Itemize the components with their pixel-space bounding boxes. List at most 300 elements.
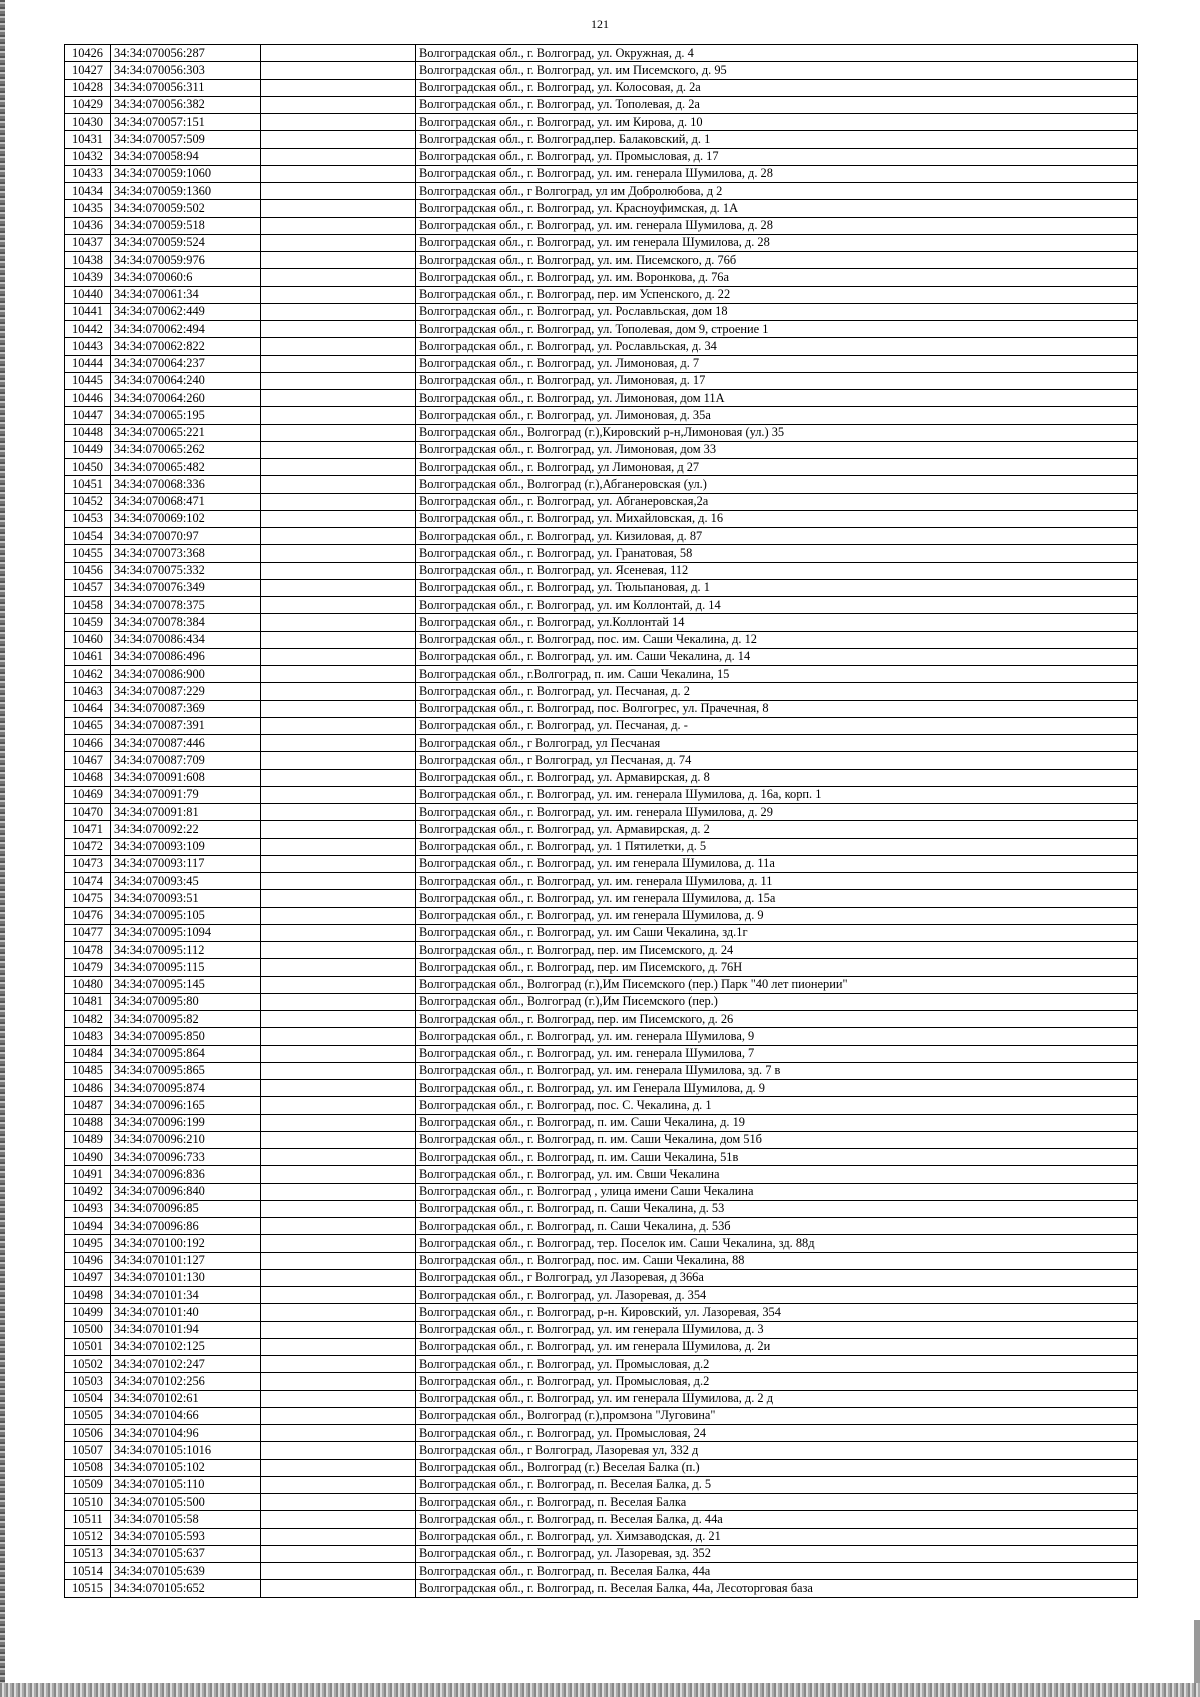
empty-cell: [261, 959, 416, 976]
cadastral-number-cell: 34:34:070058:94: [111, 148, 261, 165]
cadastral-number-cell: 34:34:070095:82: [111, 1011, 261, 1028]
address-cell: Волгоградская обл., г. Волгоград, р-н. Кировский, ул. Лазоревая, 354: [416, 1304, 1138, 1321]
empty-cell: [261, 1528, 416, 1545]
empty-cell: [261, 804, 416, 821]
table-row: [65, 1149, 1138, 1166]
row-number-cell: 10457: [65, 579, 111, 596]
table-row: [65, 838, 1138, 855]
cadastral-number-cell: 34:34:070065:262: [111, 441, 261, 458]
table-row: [65, 286, 1138, 303]
table-row: [65, 252, 1138, 269]
row-number-cell: 10515: [65, 1580, 111, 1597]
cadastral-number-cell: 34:34:070095:864: [111, 1045, 261, 1062]
address-cell: Волгоградская обл., г. Волгоград, п. Веселая Балка, 44а: [416, 1563, 1138, 1580]
table-row: [65, 1080, 1138, 1097]
empty-cell: [261, 735, 416, 752]
cadastral-number-cell: 34:34:070091:79: [111, 786, 261, 803]
table-row: [65, 907, 1138, 924]
cadastral-number-cell: 34:34:070059:976: [111, 252, 261, 269]
row-number-cell: 10498: [65, 1287, 111, 1304]
empty-cell: [261, 1494, 416, 1511]
row-number-cell: 10449: [65, 441, 111, 458]
address-cell: Волгоградская обл., г. Волгоград, ул. Лазоревая, зд. 352: [416, 1545, 1138, 1562]
empty-cell: [261, 1235, 416, 1252]
address-cell: Волгоградская обл., г. Волгоград, ул. им. генерала Шумилова, д. 28: [416, 217, 1138, 234]
table-row: [65, 1045, 1138, 1062]
address-cell: Волгоградская обл., г. Волгоград, ул. Лимоновая, дом 11А: [416, 390, 1138, 407]
cadastral-number-cell: 34:34:070056:311: [111, 79, 261, 96]
row-number-cell: 10500: [65, 1321, 111, 1338]
table-row: [65, 390, 1138, 407]
empty-cell: [261, 79, 416, 96]
row-number-cell: 10494: [65, 1218, 111, 1235]
cadastral-number-cell: 34:34:070056:382: [111, 96, 261, 113]
address-cell: Волгоградская обл., г. Волгоград, ул. им. генерала Шумилова, 9: [416, 1028, 1138, 1045]
empty-cell: [261, 62, 416, 79]
address-cell: Волгоградская обл., г. Волгоград, ул. им. генерала Шумилова, д. 28: [416, 165, 1138, 182]
address-cell: Волгоградская обл., г. Волгоград, п. им. Саши Чекалина, д. 19: [416, 1114, 1138, 1131]
empty-cell: [261, 1166, 416, 1183]
cadastral-number-cell: 34:34:070100:192: [111, 1235, 261, 1252]
table-row: [65, 165, 1138, 182]
table-row: [65, 1373, 1138, 1390]
address-cell: Волгоградская обл., г. Волгоград,пер. Балаковский, д. 1: [416, 131, 1138, 148]
table-row: [65, 372, 1138, 389]
cadastral-number-cell: 34:34:070087:369: [111, 700, 261, 717]
table-row: [65, 890, 1138, 907]
address-cell: Волгоградская обл., г. Волгоград, ул. Ясеневая, 112: [416, 562, 1138, 579]
cadastral-number-cell: 34:34:070056:287: [111, 45, 261, 62]
cadastral-number-cell: 34:34:070101:127: [111, 1252, 261, 1269]
cadastral-number-cell: 34:34:070096:165: [111, 1097, 261, 1114]
empty-cell: [261, 855, 416, 872]
address-cell: Волгоградская обл., г. Волгоград, ул. им. генерала Шумилова, д. 16а, корп. 1: [416, 786, 1138, 803]
cadastral-number-cell: 34:34:070096:210: [111, 1131, 261, 1148]
row-number-cell: 10495: [65, 1235, 111, 1252]
address-cell: Волгоградская обл., г. Волгоград, ул. Лимоновая, д. 7: [416, 355, 1138, 372]
cadastral-number-cell: 34:34:070101:130: [111, 1269, 261, 1286]
empty-cell: [261, 1321, 416, 1338]
row-number-cell: 10448: [65, 424, 111, 441]
cadastral-number-cell: 34:34:070057:509: [111, 131, 261, 148]
address-cell: Волгоградская обл., г. Волгоград, ул. Гранатовая, 58: [416, 545, 1138, 562]
row-number-cell: 10508: [65, 1459, 111, 1476]
address-cell: Волгоградская обл., г. Волгоград, ул. им генерала Шумилова, д. 9: [416, 907, 1138, 924]
table-row: [65, 407, 1138, 424]
address-cell: Волгоградская обл., Волгоград (г.) Веселая Балка (п.): [416, 1459, 1138, 1476]
empty-cell: [261, 1080, 416, 1097]
row-number-cell: 10462: [65, 666, 111, 683]
row-number-cell: 10489: [65, 1131, 111, 1148]
address-cell: Волгоградская обл., г. Волгоград, ул. Кизиловая, д. 87: [416, 528, 1138, 545]
cadastral-number-cell: 34:34:070087:709: [111, 752, 261, 769]
table-row: [65, 114, 1138, 131]
table-row: [65, 1321, 1138, 1338]
row-number-cell: 10473: [65, 855, 111, 872]
table-row: [65, 1114, 1138, 1131]
address-cell: Волгоградская обл., г. Волгоград, п. им. Саши Чекалина, дом 51б: [416, 1131, 1138, 1148]
address-cell: Волгоградская обл., г. Волгоград, п. Веселая Балка, д. 5: [416, 1476, 1138, 1493]
empty-cell: [261, 597, 416, 614]
table-row: [65, 441, 1138, 458]
empty-cell: [261, 1131, 416, 1148]
table-row: [65, 1028, 1138, 1045]
row-number-cell: 10502: [65, 1356, 111, 1373]
table-row: [65, 1183, 1138, 1200]
address-cell: Волгоградская обл., г. Волгоград, ул. Промысловая, д.2: [416, 1356, 1138, 1373]
empty-cell: [261, 1269, 416, 1286]
address-cell: Волгоградская обл., г. Волгоград, ул. им. генерала Шумилова, зд. 7 в: [416, 1062, 1138, 1079]
cadastral-number-cell: 34:34:070095:1094: [111, 924, 261, 941]
page-number: 121: [591, 17, 609, 31]
cadastral-number-cell: 34:34:070078:384: [111, 614, 261, 631]
cadastral-number-cell: 34:34:070068:336: [111, 476, 261, 493]
cadastral-number-cell: 34:34:070092:22: [111, 821, 261, 838]
row-number-cell: 10443: [65, 338, 111, 355]
empty-cell: [261, 1390, 416, 1407]
table-row: [65, 528, 1138, 545]
row-number-cell: 10463: [65, 683, 111, 700]
row-number-cell: 10482: [65, 1011, 111, 1028]
empty-cell: [261, 45, 416, 62]
address-cell: Волгоградская обл., г. Волгоград, ул. им. генерала Шумилова, 7: [416, 1045, 1138, 1062]
empty-cell: [261, 873, 416, 890]
address-cell: Волгоградская обл., г. Волгоград, ул.Коллонтай 14: [416, 614, 1138, 631]
empty-cell: [261, 700, 416, 717]
row-number-cell: 10503: [65, 1373, 111, 1390]
table-row: [65, 1287, 1138, 1304]
address-cell: Волгоградская обл., г. Волгоград, пос. им. Саши Чекалина, д. 12: [416, 631, 1138, 648]
row-number-cell: 10441: [65, 303, 111, 320]
empty-cell: [261, 648, 416, 665]
address-cell: Волгоградская обл., г. Волгоград, ул. им Писемского, д. 95: [416, 62, 1138, 79]
table-row: [65, 96, 1138, 113]
empty-cell: [261, 1149, 416, 1166]
row-number-cell: 10478: [65, 942, 111, 959]
row-number-cell: 10493: [65, 1200, 111, 1217]
table-row: [65, 597, 1138, 614]
empty-cell: [261, 148, 416, 165]
row-number-cell: 10483: [65, 1028, 111, 1045]
address-cell: Волгоградская обл., г. Волгоград, ул. им генерала Шумилова, д. 2 д: [416, 1390, 1138, 1407]
cadastral-number-cell: 34:34:070105:1016: [111, 1442, 261, 1459]
cadastral-number-cell: 34:34:070065:482: [111, 459, 261, 476]
row-number-cell: 10447: [65, 407, 111, 424]
address-cell: Волгоградская обл., г. Волгоград, ул. Промысловая, д.2: [416, 1373, 1138, 1390]
empty-cell: [261, 1200, 416, 1217]
address-cell: Волгоградская обл., г. Волгоград, ул. Лазоревая, д. 354: [416, 1287, 1138, 1304]
empty-cell: [261, 1045, 416, 1062]
row-number-cell: 10431: [65, 131, 111, 148]
row-number-cell: 10507: [65, 1442, 111, 1459]
table-row: [65, 424, 1138, 441]
address-cell: Волгоградская обл., г. Волгоград, ул. Колосовая, д. 2а: [416, 79, 1138, 96]
cadastral-number-cell: 34:34:070065:221: [111, 424, 261, 441]
empty-cell: [261, 1062, 416, 1079]
table-row: [65, 476, 1138, 493]
address-cell: Волгоградская обл., г. Волгоград, пос. С. Чекалина, д. 1: [416, 1097, 1138, 1114]
table-row: [65, 786, 1138, 803]
row-number-cell: 10455: [65, 545, 111, 562]
address-cell: Волгоградская обл., г. Волгоград, ул. Тюльпановая, д. 1: [416, 579, 1138, 596]
cadastral-number-cell: 34:34:070056:303: [111, 62, 261, 79]
empty-cell: [261, 924, 416, 941]
cadastral-number-cell: 34:34:070087:446: [111, 735, 261, 752]
address-cell: Волгоградская обл., г Волгоград, ул им Добролюбова, д 2: [416, 183, 1138, 200]
table-row: [65, 735, 1138, 752]
cadastral-number-cell: 34:34:070095:115: [111, 959, 261, 976]
table-row: [65, 45, 1138, 62]
address-cell: Волгоградская обл., г. Волгоград, п. Веселая Балка: [416, 1494, 1138, 1511]
empty-cell: [261, 355, 416, 372]
row-number-cell: 10477: [65, 924, 111, 941]
table-row: [65, 1131, 1138, 1148]
table-row: [65, 1459, 1138, 1476]
cadastral-number-cell: 34:34:070101:94: [111, 1321, 261, 1338]
address-cell: Волгоградская обл., г. Волгоград, ул. Красноуфимская, д. 1А: [416, 200, 1138, 217]
empty-cell: [261, 1563, 416, 1580]
cadastral-number-cell: 34:34:070105:593: [111, 1528, 261, 1545]
address-cell: Волгоградская обл., г. Волгоград, ул. им. генерала Шумилова, д. 29: [416, 804, 1138, 821]
table-row: [65, 79, 1138, 96]
address-cell: Волгоградская обл., г. Волгоград, ул. Промысловая, 24: [416, 1425, 1138, 1442]
address-cell: Волгоградская обл., Волгоград (г.),промзона "Луговина": [416, 1407, 1138, 1424]
cadastral-number-cell: 34:34:070096:199: [111, 1114, 261, 1131]
address-cell: Волгоградская обл., г. Волгоград, пер. им Успенского, д. 22: [416, 286, 1138, 303]
cadastral-number-cell: 34:34:070069:102: [111, 510, 261, 527]
row-number-cell: 10446: [65, 390, 111, 407]
table-row: [65, 148, 1138, 165]
cadastral-number-cell: 34:34:070105:58: [111, 1511, 261, 1528]
address-cell: Волгоградская обл., г Волгоград, Лазоревая ул, 332 д: [416, 1442, 1138, 1459]
row-number-cell: 10442: [65, 321, 111, 338]
row-number-cell: 10513: [65, 1545, 111, 1562]
table-row: [65, 131, 1138, 148]
row-number-cell: 10511: [65, 1511, 111, 1528]
row-number-cell: 10435: [65, 200, 111, 217]
row-number-cell: 10445: [65, 372, 111, 389]
empty-cell: [261, 752, 416, 769]
row-number-cell: 10469: [65, 786, 111, 803]
row-number-cell: 10465: [65, 717, 111, 734]
row-number-cell: 10466: [65, 735, 111, 752]
cadastral-number-cell: 34:34:070093:109: [111, 838, 261, 855]
table-row: [65, 234, 1138, 251]
cadastral-number-cell: 34:34:070064:260: [111, 390, 261, 407]
address-cell: Волгоградская обл., г. Волгоград, пер. им Писемского, д. 26: [416, 1011, 1138, 1028]
registry-table: [64, 44, 1138, 1598]
table-row: [65, 355, 1138, 372]
row-number-cell: 10428: [65, 79, 111, 96]
cadastral-number-cell: 34:34:070064:240: [111, 372, 261, 389]
empty-cell: [261, 1580, 416, 1597]
table-row: [65, 200, 1138, 217]
table-row: [65, 821, 1138, 838]
empty-cell: [261, 476, 416, 493]
row-number-cell: 10429: [65, 96, 111, 113]
cadastral-number-cell: 34:34:070087:229: [111, 683, 261, 700]
empty-cell: [261, 717, 416, 734]
row-number-cell: 10439: [65, 269, 111, 286]
table-row: [65, 804, 1138, 821]
table-row: [65, 631, 1138, 648]
address-cell: Волгоградская обл., г. Волгоград, пос. Волгогрес, ул. Прачечная, 8: [416, 700, 1138, 717]
address-cell: Волгоградская обл., г. Волгоград, ул. Промысловая, д. 17: [416, 148, 1138, 165]
cadastral-number-cell: 34:34:070102:61: [111, 1390, 261, 1407]
empty-cell: [261, 200, 416, 217]
row-number-cell: 10451: [65, 476, 111, 493]
empty-cell: [261, 1476, 416, 1493]
row-number-cell: 10452: [65, 493, 111, 510]
empty-cell: [261, 165, 416, 182]
address-cell: Волгоградская обл., г. Волгоград, ул. им Коллонтай, д. 14: [416, 597, 1138, 614]
table-row: [65, 1545, 1138, 1562]
cadastral-number-cell: 34:34:070075:332: [111, 562, 261, 579]
table-row: [65, 269, 1138, 286]
table-row: [65, 1269, 1138, 1286]
cadastral-number-cell: 34:34:070062:822: [111, 338, 261, 355]
cadastral-number-cell: 34:34:070095:105: [111, 907, 261, 924]
address-cell: Волгоградская обл., Волгоград (г.),Абганеровская (ул.): [416, 476, 1138, 493]
table-row: [65, 1494, 1138, 1511]
address-cell: Волгоградская обл., г. Волгоград, тер. Поселок им. Саши Чекалина, зд. 88д: [416, 1235, 1138, 1252]
cadastral-number-cell: 34:34:070102:256: [111, 1373, 261, 1390]
table-row: [65, 338, 1138, 355]
empty-cell: [261, 1114, 416, 1131]
empty-cell: [261, 1442, 416, 1459]
row-number-cell: 10505: [65, 1407, 111, 1424]
cadastral-number-cell: 34:34:070096:733: [111, 1149, 261, 1166]
table-row: [65, 1200, 1138, 1217]
address-cell: Волгоградская обл., Волгоград (г.),Им Писемского (пер.) Парк "40 лет пионерии": [416, 976, 1138, 993]
table-row: [65, 1390, 1138, 1407]
table-row: [65, 614, 1138, 631]
cadastral-number-cell: 34:34:070091:81: [111, 804, 261, 821]
table-row: [65, 183, 1138, 200]
empty-cell: [261, 114, 416, 131]
row-number-cell: 10488: [65, 1114, 111, 1131]
table-row: [65, 1442, 1138, 1459]
row-number-cell: 10475: [65, 890, 111, 907]
address-cell: Волгоградская обл., г. Волгоград, ул. Окружная, д. 4: [416, 45, 1138, 62]
address-cell: Волгоградская обл., г. Волгоград, ул. им. Писемского, д. 76б: [416, 252, 1138, 269]
empty-cell: [261, 666, 416, 683]
table-row: [65, 1425, 1138, 1442]
row-number-cell: 10514: [65, 1563, 111, 1580]
cadastral-number-cell: 34:34:070095:850: [111, 1028, 261, 1045]
address-cell: Волгоградская обл., г. Волгоград, ул. Михайловская, д. 16: [416, 510, 1138, 527]
table-row: [65, 942, 1138, 959]
address-cell: Волгоградская обл., г. Волгоград, ул Лимоновая, д 27: [416, 459, 1138, 476]
cadastral-number-cell: 34:34:070095:80: [111, 993, 261, 1010]
address-cell: Волгоградская обл., г. Волгоград, пер. им Писемского, д. 76Н: [416, 959, 1138, 976]
address-cell: Волгоградская обл., г. Волгоград, ул. им генерала Шумилова, д. 28: [416, 234, 1138, 251]
empty-cell: [261, 234, 416, 251]
empty-cell: [261, 321, 416, 338]
empty-cell: [261, 286, 416, 303]
address-cell: Волгоградская обл., г. Волгоград, ул. Химзаводская, д. 21: [416, 1528, 1138, 1545]
row-number-cell: 10490: [65, 1149, 111, 1166]
row-number-cell: 10459: [65, 614, 111, 631]
row-number-cell: 10484: [65, 1045, 111, 1062]
empty-cell: [261, 907, 416, 924]
table-row: [65, 855, 1138, 872]
address-cell: Волгоградская обл., Волгоград (г.),Кировский р-н,Лимоновая (ул.) 35: [416, 424, 1138, 441]
table-row: [65, 1166, 1138, 1183]
row-number-cell: 10427: [65, 62, 111, 79]
cadastral-number-cell: 34:34:070096:840: [111, 1183, 261, 1200]
table-row: [65, 873, 1138, 890]
row-number-cell: 10464: [65, 700, 111, 717]
table-row: [65, 1528, 1138, 1545]
cadastral-number-cell: 34:34:070102:247: [111, 1356, 261, 1373]
table-row: [65, 976, 1138, 993]
empty-cell: [261, 1028, 416, 1045]
cadastral-number-cell: 34:34:070091:608: [111, 769, 261, 786]
address-cell: Волгоградская обл., г. Волгоград, ул. Песчаная, д. 2: [416, 683, 1138, 700]
row-number-cell: 10471: [65, 821, 111, 838]
address-cell: Волгоградская обл., г. Волгоград, ул. им Саши Чекалина, зд.1г: [416, 924, 1138, 941]
address-cell: Волгоградская обл., г. Волгоград, ул. им. генерала Шумилова, д. 11: [416, 873, 1138, 890]
empty-cell: [261, 493, 416, 510]
table-row: [65, 1097, 1138, 1114]
row-number-cell: 10509: [65, 1476, 111, 1493]
table-row: [65, 217, 1138, 234]
row-number-cell: 10499: [65, 1304, 111, 1321]
table-row: [65, 303, 1138, 320]
empty-cell: [261, 786, 416, 803]
table-row: [65, 924, 1138, 941]
address-cell: Волгоградская обл., г.Волгоград, п. им. Саши Чекалина, 15: [416, 666, 1138, 683]
row-number-cell: 10467: [65, 752, 111, 769]
row-number-cell: 10436: [65, 217, 111, 234]
cadastral-number-cell: 34:34:070073:368: [111, 545, 261, 562]
address-cell: Волгоградская обл., г. Волгоград, ул. Рославльская, дом 18: [416, 303, 1138, 320]
row-number-cell: 10476: [65, 907, 111, 924]
address-cell: Волгоградская обл., г. Волгоград, ул. Лимоновая, дом 33: [416, 441, 1138, 458]
table-row: [65, 493, 1138, 510]
table-row: [65, 579, 1138, 596]
empty-cell: [261, 407, 416, 424]
empty-cell: [261, 441, 416, 458]
table-row: [65, 666, 1138, 683]
row-number-cell: 10456: [65, 562, 111, 579]
empty-cell: [261, 1287, 416, 1304]
address-cell: Волгоградская обл., г. Волгоград, п. Веселая Балка, 44а, Лесоторговая база: [416, 1580, 1138, 1597]
empty-cell: [261, 1218, 416, 1235]
row-number-cell: 10472: [65, 838, 111, 855]
address-cell: Волгоградская обл., г Волгоград, ул Лазоревая, д 366а: [416, 1269, 1138, 1286]
empty-cell: [261, 1545, 416, 1562]
empty-cell: [261, 769, 416, 786]
empty-cell: [261, 269, 416, 286]
empty-cell: [261, 183, 416, 200]
cadastral-number-cell: 34:34:070087:391: [111, 717, 261, 734]
table-row: [65, 717, 1138, 734]
row-number-cell: 10512: [65, 1528, 111, 1545]
row-number-cell: 10460: [65, 631, 111, 648]
cadastral-number-cell: 34:34:070064:237: [111, 355, 261, 372]
address-cell: Волгоградская обл., г. Волгоград , улица имени Саши Чекалина: [416, 1183, 1138, 1200]
empty-cell: [261, 1097, 416, 1114]
cadastral-number-cell: 34:34:070096:836: [111, 1166, 261, 1183]
address-cell: Волгоградская обл., г. Волгоград, ул. им генерала Шумилова, д. 11а: [416, 855, 1138, 872]
row-number-cell: 10468: [65, 769, 111, 786]
address-cell: Волгоградская обл., г. Волгоград, ул. им. Саши Чекалина, д. 14: [416, 648, 1138, 665]
empty-cell: [261, 1183, 416, 1200]
row-number-cell: 10437: [65, 234, 111, 251]
empty-cell: [261, 838, 416, 855]
